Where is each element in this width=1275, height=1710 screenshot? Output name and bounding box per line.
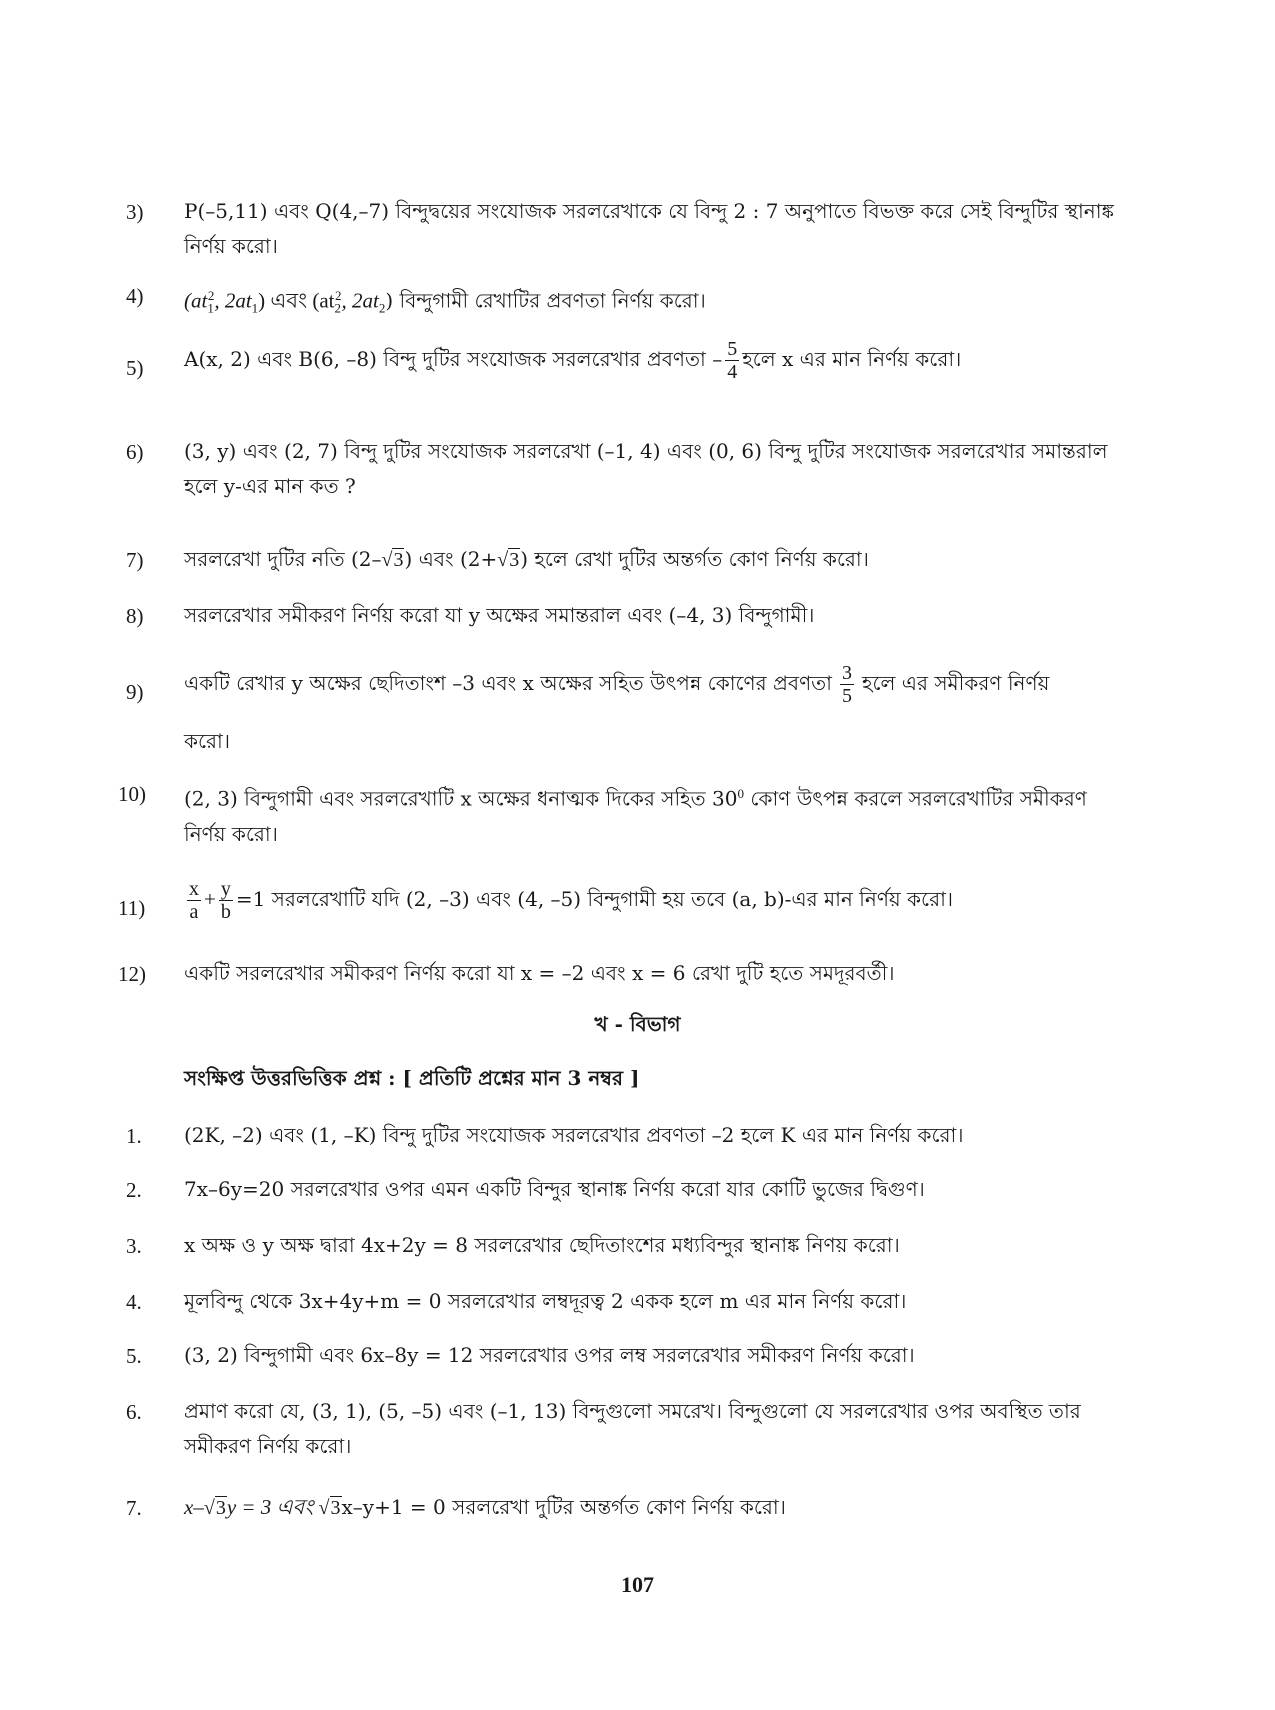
expr-part: x–y+1 = 0 সরলরেখা দুটির অন্তর্গত কোণ নির্ণয় করো। — [341, 1495, 786, 1519]
denominator: 5 — [841, 685, 852, 707]
numerator: y — [220, 878, 231, 900]
expr-part: (2, 3) বিন্দুগামী এবং সরলরেখাটি x অক্ষের ধনাত্মক দিকের সহিত 30 — [184, 786, 738, 811]
question-number: 4) — [126, 284, 144, 308]
question-number: 8) — [126, 604, 144, 628]
subscript: 2 — [334, 300, 342, 316]
question-text — [184, 662, 1124, 707]
question-number: 7) — [126, 548, 144, 572]
expr-part: ) এবং (2+ — [404, 547, 498, 571]
question-text: x অক্ষ ও y অক্ষ দ্বারা 4x+2y = 8 সরলরেখার ছেদিতাংশের মধ্যবিন্দুর স্থানাঙ্ক নিণয় করো। — [184, 1233, 900, 1257]
expr-part: সরলরেখা দুটির নতি (2– — [184, 547, 382, 571]
fraction — [725, 338, 739, 383]
superscript: 2 — [335, 288, 342, 303]
numerator: 5 — [727, 338, 738, 360]
question-text-continued: করো। — [184, 729, 230, 753]
question-number: 5) — [126, 356, 144, 380]
question-number: 7. — [126, 1496, 142, 1520]
question-text: 7x–6y=20 সরলরেখার ওপর এমন একটি বিন্দুর স্থানাঙ্ক নির্ণয় করো যার কোটি ভুজের দ্বিগুণ। — [184, 1177, 925, 1201]
question-text — [184, 542, 1124, 578]
expr-part: একটি রেখার y অক্ষের ছেদিতাংশ –3 এবং x অক্ষের সহিত উৎপন্ন কোণের প্রবণতা — [184, 671, 832, 695]
expr-part: , 2at — [341, 288, 379, 313]
fraction — [219, 878, 233, 923]
question-number: 6) — [126, 440, 144, 464]
superscript: 0 — [737, 786, 744, 801]
question-number: 10) — [118, 782, 146, 806]
expr-part: হলে x এর মান নির্ণয় করো। — [742, 347, 962, 371]
numerator: x — [189, 878, 199, 900]
question-number: 3. — [126, 1234, 142, 1258]
question-text: প্রমাণ করো যে, (3, 1), (5, –5) এবং (–1, 13) বিন্দুগুলো সমরেখ। বিন্দুগুলো যে সরলরেখার ওপর অবস্থিত তার সমীকরণ নির্ণয় করো। — [184, 1399, 1081, 1458]
expr-part: ) বিন্দুগামী রেখাটির প্রবণতা নির্ণয় করো। — [385, 288, 706, 313]
plus-sign: + — [204, 887, 216, 911]
expr-part: ) এবং (at — [258, 288, 335, 313]
question-text: P(–5,11) এবং Q(4,–7) বিন্দুদ্বয়ের সংযোজক সরলরেখাকে যে বিন্দু 2 : 7 অনুপাতে বিভক্ত করে সেই বিন্দুটির স্থানাঙ্ক নির্ণয় করো। — [184, 199, 1115, 258]
fraction — [187, 878, 201, 923]
denominator: 4 — [727, 361, 738, 383]
radicand: 3 — [393, 549, 404, 571]
subscript: 1 — [251, 300, 259, 316]
question-number: 1. — [126, 1124, 142, 1148]
question-text: (3, y) এবং (2, 7) বিন্দু দুটির সংযোজক সরলরেখা (–1, 4) এবং (0, 6) বিন্দু দুটির সংযোজক সরলরেখার সমান্তরাল হলে y-এর মান কত ? — [184, 439, 1108, 498]
subscript: 1 — [207, 300, 214, 316]
question-number: 5. — [126, 1344, 142, 1368]
section-subheading: সংক্ষিপ্ত উত্তরভিত্তিক প্রশ্ন : [ প্রতিটি প্রশ্নের মান 3 নম্বর ] — [184, 1066, 640, 1090]
question-text: সরলরেখার সমীকরণ নির্ণয় করো যা y অক্ষের সমান্তরাল এবং (–4, 3) বিন্দুগামী। — [184, 603, 815, 627]
numerator: 3 — [841, 662, 852, 684]
question-text: (3, 2) বিন্দুগামী এবং 6x–8y = 12 সরলরেখার ওপর লম্ব সরলরেখার সমীকরণ নির্ণয় করো। — [184, 1343, 915, 1367]
denominator: a — [189, 901, 199, 923]
radicand: 3 — [330, 1497, 341, 1519]
page-number: 107 — [621, 1572, 654, 1597]
denominator: b — [220, 901, 231, 923]
square-root: √3 — [318, 1497, 341, 1519]
question-text — [184, 1490, 1124, 1526]
square-root: √3 — [497, 549, 520, 571]
expr-part: ) হলে রেখা দুটির অন্তর্গত কোণ নির্ণয় করো। — [520, 547, 869, 571]
expr-part: x– — [184, 1495, 204, 1519]
fraction — [840, 662, 854, 707]
question-number: 12) — [118, 962, 146, 986]
radicand: 3 — [509, 549, 520, 571]
expr-part: y = 3 এবং — [226, 1495, 319, 1519]
expr-part: , 2at — [214, 288, 252, 313]
superscript: 2 — [207, 288, 215, 303]
expr-part: =1 সরলরেখাটি যদি (2, –3) এবং (4, –5) বিন্দুগামী হয় তবে (a, b)-এর মান নির্ণয় করো। — [235, 887, 954, 911]
question-text: একটি সরলরেখার সমীকরণ নির্ণয় করো যা x = –2 এবং x = 6 রেখা দুটি হতে সমদূরবর্তী। — [184, 961, 895, 985]
square-root: √3 — [381, 549, 404, 571]
subscript: 2 — [378, 300, 386, 316]
question-number: 2. — [126, 1178, 142, 1202]
question-text — [184, 278, 1124, 326]
expr-part: A(x, 2) এবং B(6, –8) বিন্দু দুটির সংযোজক সরলরেখার প্রবণতা – — [184, 347, 723, 371]
question-text: (2K, –2) এবং (1, –K) বিন্দু দুটির সংযোজক সরলরেখার প্রবণতা –2 হলে K এর মান নির্ণয় করো। — [184, 1123, 964, 1147]
expr-part: (at — [184, 288, 208, 313]
question-number: 3) — [126, 200, 144, 224]
expr-part: কোণ উৎপন্ন করলে সরলরেখাটির সমীকরণ নির্ণয় করো। — [184, 786, 1087, 846]
question-text — [184, 878, 1124, 923]
square-root: √3 — [203, 1497, 226, 1519]
question-text: মূলবিন্দু থেকে 3x+4y+m = 0 সরলরেখার লম্বদূরত্ব 2 একক হলে m এর মান নির্ণয় করো। — [184, 1289, 907, 1313]
question-text — [184, 776, 1124, 852]
question-text — [184, 338, 1124, 383]
question-number: 9) — [126, 680, 144, 704]
question-number: 11) — [118, 896, 146, 920]
expr-part: হলে এর সমীকরণ নির্ণয় — [861, 671, 1050, 695]
question-number: 6. — [126, 1400, 142, 1424]
radicand: 3 — [215, 1497, 226, 1519]
question-number: 4. — [126, 1290, 142, 1314]
section-heading: খ - বিভাগ — [594, 1012, 681, 1036]
